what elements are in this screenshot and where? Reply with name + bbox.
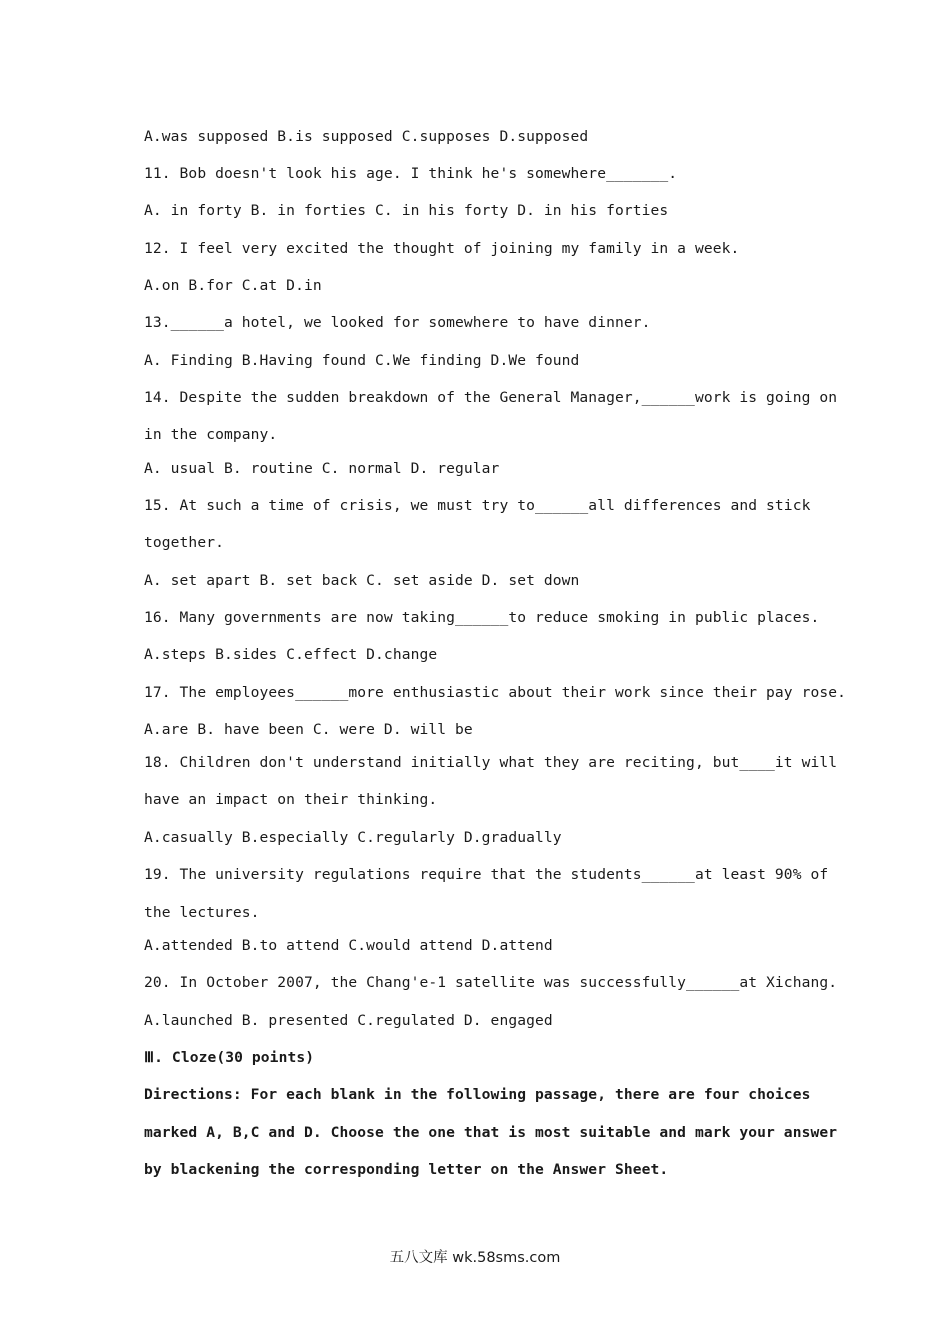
- q17-options: A.are B. have been C. were D. will be: [144, 721, 473, 738]
- directions-line-2: marked A, B,C and D. Choose the one that is most suitable and mark your answer: [144, 1124, 838, 1141]
- q15-question-cont: together.: [144, 534, 224, 551]
- q17-question: 17. The employees______more enthusiastic about their work since their pay rose.: [144, 684, 847, 701]
- q13-options: A. Finding B.Having found C.We finding D.We found: [144, 352, 580, 369]
- q18-question: 18. Children don't understand initially what they are reciting, but____it will: [144, 754, 838, 771]
- q12-question: 12. I feel very excited the thought of joining my family in a week.: [144, 240, 740, 257]
- q19-options: A.attended B.to attend C.would attend D.attend: [144, 937, 553, 954]
- q13-question: 13.______a hotel, we looked for somewhere to have dinner.: [144, 314, 651, 331]
- q10-options: A.was supposed B.is supposed C.supposes D.supposed: [144, 128, 589, 145]
- q20-options: A.launched B. presented C.regulated D. engaged: [144, 1012, 553, 1029]
- section-heading: Ⅲ. Cloze(30 points): [144, 1049, 315, 1066]
- q16-question: 16. Many governments are now taking______to reduce smoking in public places.: [144, 609, 820, 626]
- q15-question: 15. At such a time of crisis, we must try to______all differences and stick: [144, 497, 811, 514]
- q16-options: A.steps B.sides C.effect D.change: [144, 646, 438, 663]
- q19-question-cont: the lectures.: [144, 904, 260, 921]
- q20-question: 20. In October 2007, the Chang'e-1 satellite was successfully______at Xichang.: [144, 974, 838, 991]
- q15-options: A. set apart B. set back C. set aside D. set down: [144, 572, 580, 589]
- q11-options: A. in forty B. in forties C. in his forty D. in his forties: [144, 202, 669, 219]
- q19-question: 19. The university regulations require that the students______at least 90% of: [144, 866, 829, 883]
- q11-question: 11. Bob doesn't look his age. I think he's somewhere_______.: [144, 165, 678, 182]
- q14-question-cont: in the company.: [144, 426, 278, 443]
- q12-options: A.on B.for C.at D.in: [144, 277, 322, 294]
- q14-question: 14. Despite the sudden breakdown of the General Manager,______work is going on: [144, 389, 838, 406]
- page-footer: 五八文库 wk.58sms.com: [389, 1250, 561, 1266]
- q18-options: A.casually B.especially C.regularly D.gradually: [144, 829, 562, 846]
- directions-line-3: by blackening the corresponding letter on the Answer Sheet.: [144, 1161, 669, 1178]
- q14-options: A. usual B. routine C. normal D. regular: [144, 460, 500, 477]
- directions-line-1: Directions: For each blank in the following passage, there are four choices: [144, 1086, 811, 1103]
- q18-question-cont: have an impact on their thinking.: [144, 791, 438, 808]
